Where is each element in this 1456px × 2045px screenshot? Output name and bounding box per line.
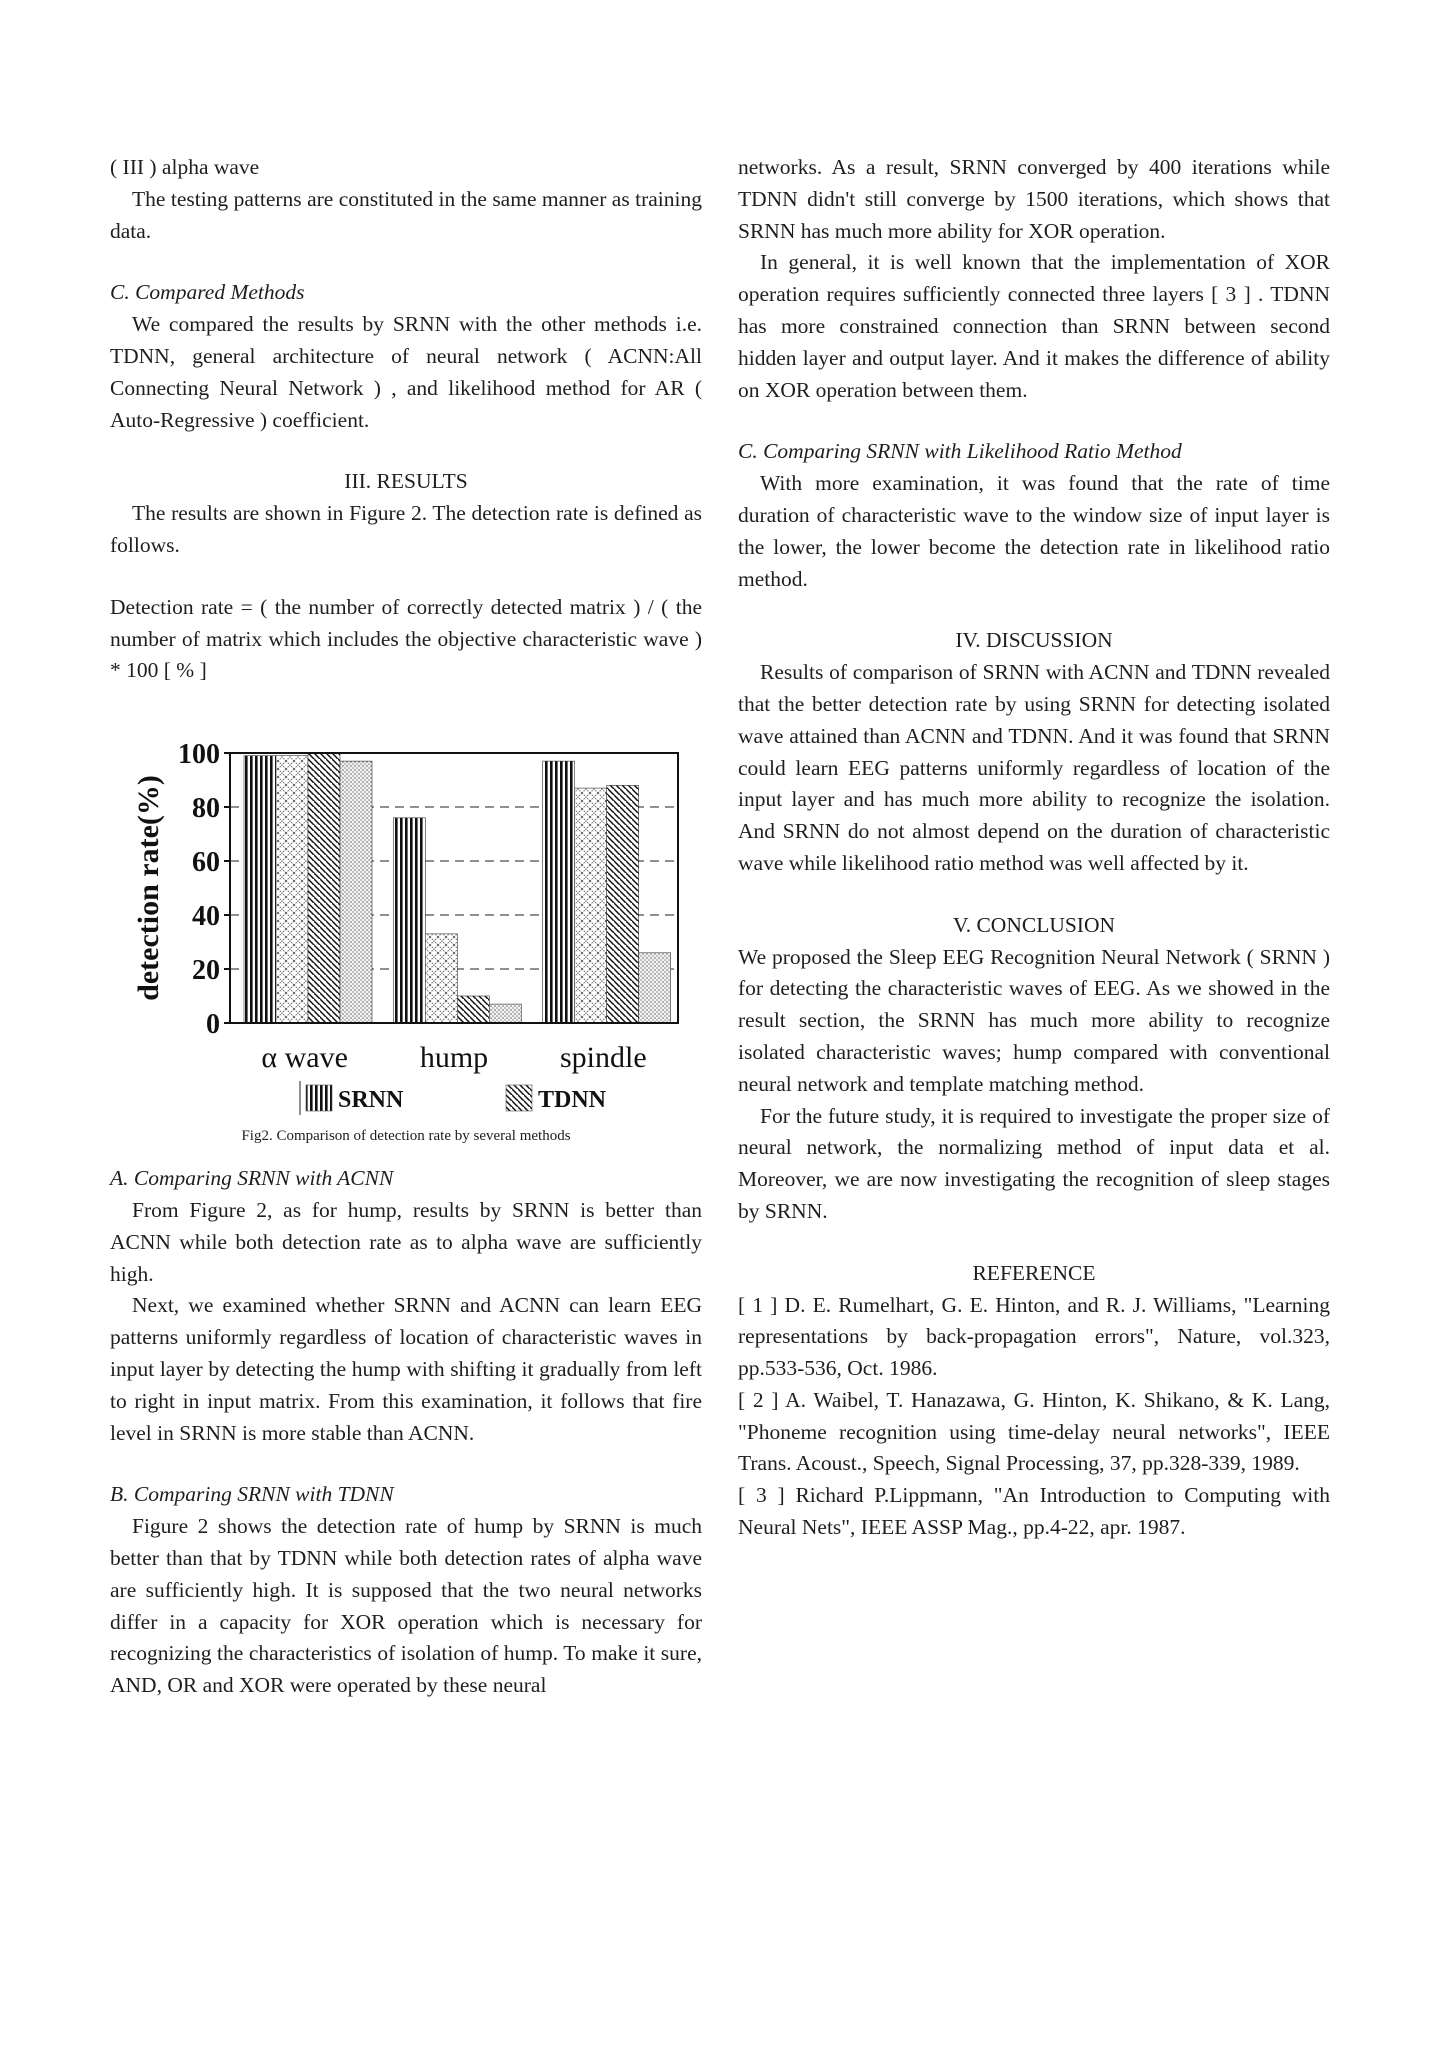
bar-likelihood-ratio [489, 1004, 521, 1023]
conclusion-paragraph-1: We proposed the Sleep EEG Recognition Neural Network ( SRNN ) for detecting the characteristic waves of EEG. As we showed in the result section, the SRNN has much more ability to recognize isolated characteristic waves; hump compared with conventional neural network and template matching method. [738, 944, 1330, 1096]
reference-title: REFERENCE [972, 1260, 1096, 1285]
x-tick-label: α wave [261, 1041, 348, 1075]
x-tick-label: spindle [559, 1041, 647, 1075]
section-a-title: A. Comparing SRNN with ACNN [110, 1166, 394, 1191]
y-tick-label: 20 [192, 955, 220, 987]
reference-3: [ 3 ] Richard P.Lippmann, "An Introduction to Computing with Neural Nets", IEEE ASSP Mag., pp.4-22, apr. 1987. [738, 1483, 1330, 1540]
bar-likelihood-ratio [340, 761, 372, 1023]
xor-result-paragraph: networks. As a result, SRNN converged by 400 iterations while TDNN didn't still converge by 1500 iterations, which shows that SRNN has much more ability for XOR operation. [738, 155, 1330, 243]
conclusion-title: V. CONCLUSION [952, 912, 1116, 937]
detection-rate-formula: Detection rate = ( the number of correctly detected matrix ) / ( the number of matrix which includes the objective characteristic wave ) * 100 [ % ] [110, 594, 702, 683]
testing-patterns-paragraph: The testing patterns are constituted in the same manner as training data. [110, 186, 702, 243]
reference-2: [ 2 ] A. Waibel, T. Hanazawa, G. Hinton, K. Shikano, & K. Lang, "Phoneme recognition using time-delay neural networks", IEEE Trans. Acoust., Speech, Signal Processing, 37, pp.328-339, 1989. [738, 1387, 1330, 1476]
section-b-title: B. Comparing SRNN with TDNN [110, 1482, 394, 1507]
bar-tdnn [308, 753, 340, 1023]
right-column [738, 152, 1330, 1544]
y-tick-label: 60 [192, 847, 220, 879]
bar-srnn [244, 756, 276, 1023]
section-c2-title: C. Comparing SRNN with Likelihood Ratio Method [738, 439, 1182, 464]
legend-swatch [306, 1085, 332, 1111]
legend-swatch [506, 1085, 532, 1111]
discussion-paragraph: Results of comparison of SRNN with ACNN and TDNN revealed that the better detection rate by using SRNN for detecting isolated wave attained than ACNN and TDNN. And it was found that SRNN could learn EEG patterns uniformly regardless of location of the input layer and has much more ability to recognize the isolation. And SRNN do not almost depend on the duration of characteristic wave while likelihood ratio method was well affected by it. [738, 660, 1330, 875]
legend-label: TDNN [538, 1087, 607, 1114]
y-tick-label: 40 [192, 901, 220, 933]
xor-general-paragraph: In general, it is well known that the implementation of XOR operation requires sufficiently connected three layers [ 3 ] . TDNN has more constrained connection than SRNN between second hidden layer and output layer. And it makes the difference of ability on XOR operation between them. [738, 250, 1330, 402]
alpha-wave-heading: ( III ) alpha wave [110, 155, 260, 179]
results-paragraph: The results are shown in Figure 2. The detection rate is defined as follows. [110, 501, 702, 557]
section-a-paragraph-1: From Figure 2, as for hump, results by SRNN is better than ACNN while both detection rate as to alpha wave are sufficiently high. [110, 1197, 702, 1286]
results-title: III. RESULTS [344, 469, 468, 494]
section-b-paragraph: Figure 2 shows the detection rate of hump by SRNN is much better than that by TDNN while both detection rates of alpha wave are sufficiently high. It is supposed that the two neural networks differ in a capacity for XOR operation which is necessary for recognizing the characteristics of isolation of hump. To make it sure, AND, OR and XOR were operated by these neural [110, 1514, 702, 1698]
y-tick-label: 0 [206, 1009, 220, 1041]
bar-acnn [575, 788, 607, 1023]
discussion-title: IV. DISCUSSION [955, 628, 1113, 653]
legend-label: SRNN [338, 1087, 404, 1114]
compared-methods-paragraph: We compared the results by SRNN with the other methods i.e. TDNN, general architecture of neural network ( ACNN:All Connecting Neural Network ) , and likelihood method for AR ( Auto-Regressive ) coefficient. [110, 312, 702, 432]
y-tick-label: 80 [192, 793, 220, 825]
bar-srnn [543, 761, 575, 1023]
conclusion-paragraph-2: For the future study, it is required to investigate the proper size of neural network, the normalizing method of input data et al. Moreover, we are now investigating the recognition of sleep stages by SRNN. [738, 1103, 1330, 1223]
bar-tdnn [457, 996, 489, 1023]
y-tick-label: 100 [178, 739, 220, 771]
figure-caption: Fig2. Comparison of detection rate by several methods [241, 1127, 571, 1144]
y-axis-label: detection rate(%) [132, 775, 165, 1002]
bar-tdnn [607, 786, 639, 1024]
bar-likelihood-ratio [639, 953, 671, 1023]
reference-1: [ 1 ] D. E. Rumelhart, G. E. Hinton, and R. J. Williams, "Learning representations by back-propagation errors", Nature, vol.323, pp.533-536, Oct. 1986. [738, 1292, 1330, 1381]
section-c2-paragraph: With more examination, it was found that the rate of time duration of characteristic wave to the window size of input layer is the lower, the lower become the detection rate in likelihood ratio method. [738, 471, 1330, 591]
section-a-paragraph-2: Next, we examined whether SRNN and ACNN can learn EEG patterns uniformly regardless of location of characteristic waves in input layer by detecting the hump with shifting it gradually from left to right in input matrix. From this examination, it follows that fire level in SRNN is more stable than ACNN. [110, 1293, 702, 1445]
figure-2 [110, 705, 702, 1145]
compared-methods-title: C. Compared Methods [110, 280, 305, 305]
left-column [110, 152, 702, 1702]
bar-srnn [393, 818, 425, 1023]
x-tick-label: hump [419, 1041, 489, 1075]
detection-rate-chart [110, 705, 702, 1115]
bar-acnn [425, 934, 457, 1023]
bar-acnn [276, 756, 308, 1023]
